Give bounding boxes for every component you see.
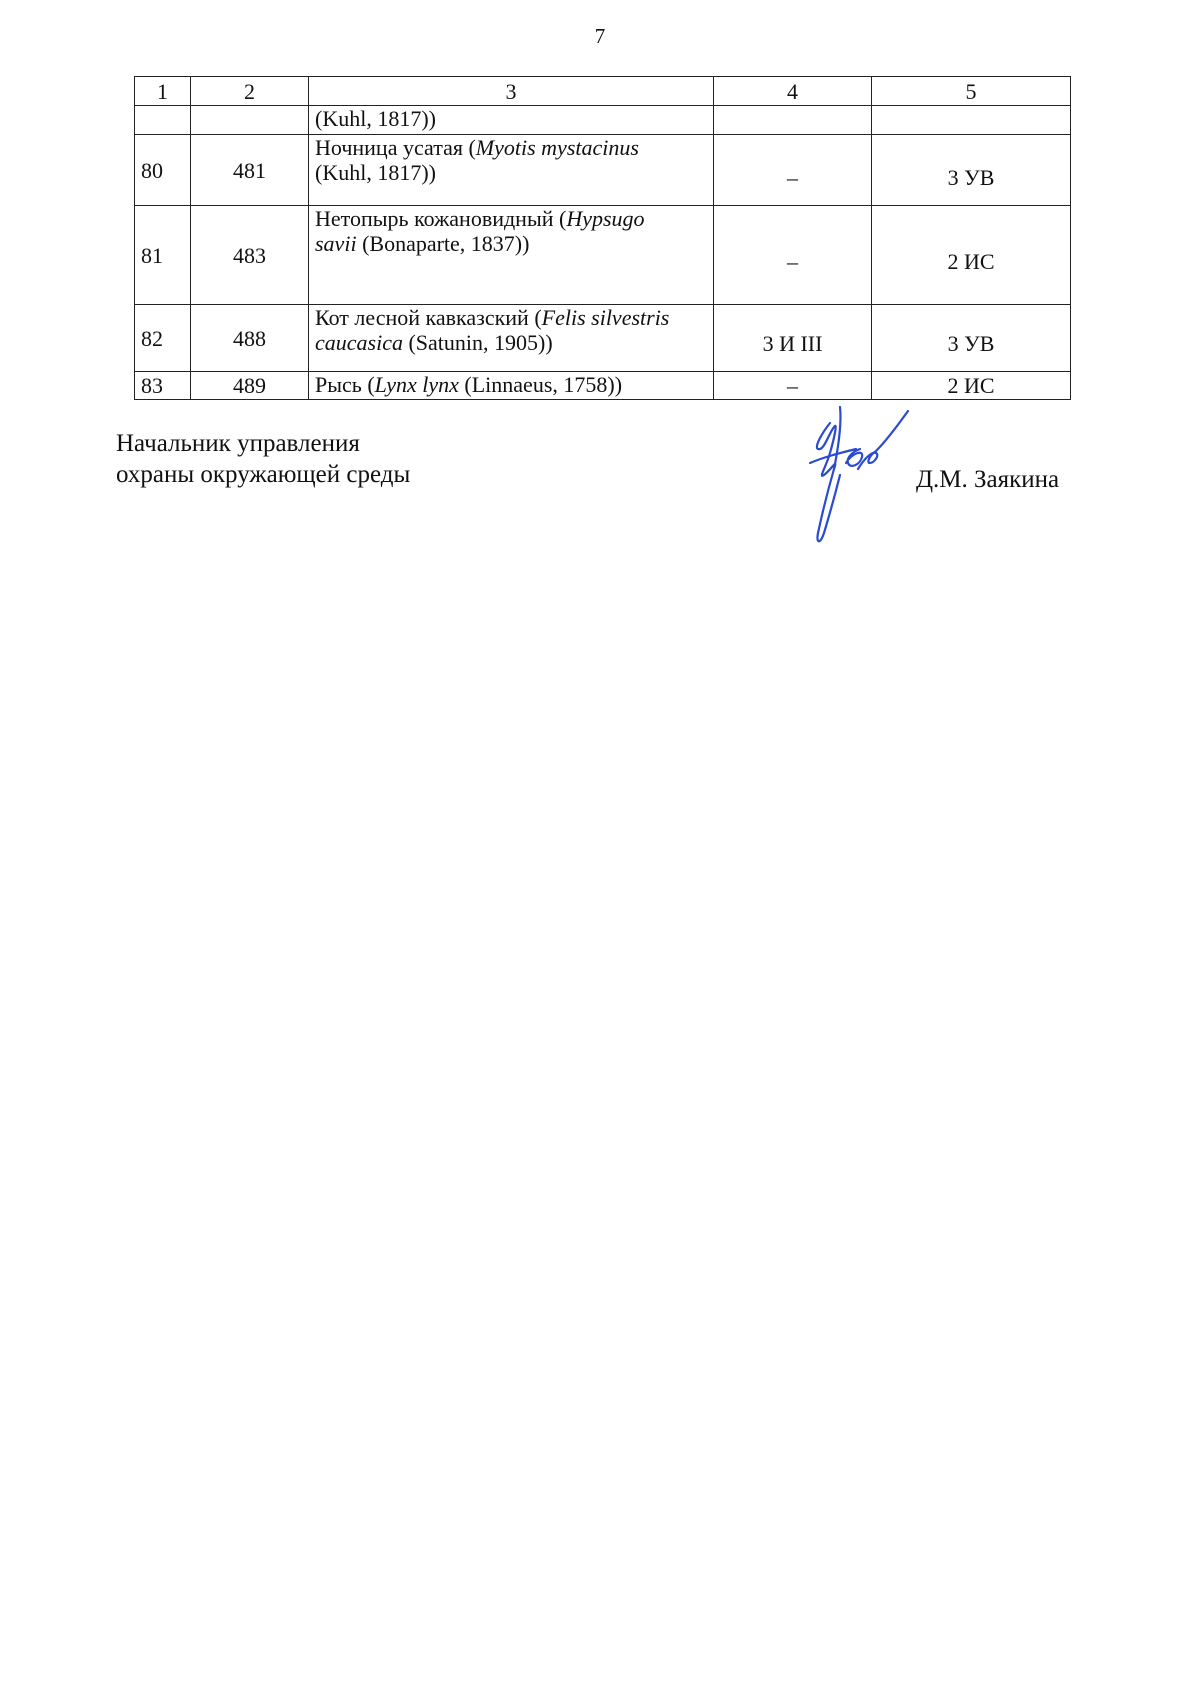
column-header-1: 1 (135, 77, 191, 106)
species-latin-epithet: savii (315, 231, 357, 256)
species-latin-name: Felis silvestris (541, 305, 670, 330)
cell-code: 488 (191, 305, 309, 372)
table-row (135, 135, 1071, 206)
page-number: 7 (594, 24, 606, 48)
species-common-name: Кот лесной кавказский ( (315, 305, 542, 330)
cell-species-name (309, 305, 714, 372)
cell-species-name (309, 135, 714, 206)
handwritten-signature (790, 405, 930, 555)
column-header-4: 4 (714, 77, 872, 106)
cell-status-4: – (714, 206, 872, 305)
cell-status-5: 2 ИС (872, 372, 1071, 400)
signer-position (116, 428, 410, 490)
signature-strokes (810, 407, 908, 541)
table-header-row (135, 77, 1071, 106)
cell-code: 483 (191, 206, 309, 305)
position-line-2: охраны окружающей среды (116, 461, 411, 488)
species-author: (Kuhl, 1817)) (315, 106, 436, 131)
species-author: (Kuhl, 1817)) (315, 160, 436, 185)
species-latin-subspecies: caucasica (315, 330, 403, 355)
column-header-2: 2 (191, 77, 309, 106)
column-header-5: 5 (872, 77, 1071, 106)
cell-code: 489 (191, 372, 309, 400)
species-author: (Linnaeus, 1758)) (458, 372, 623, 397)
cell-status-4: 3 И III (714, 305, 872, 372)
cell-status-5: 2 ИС (872, 206, 1071, 305)
species-latin-genus: Hypsugo (566, 206, 645, 231)
column-header-3: 3 (309, 77, 714, 106)
cell-code (191, 106, 309, 135)
cell-status-5: 3 УВ (872, 305, 1071, 372)
species-common-name: Ночница усатая ( (315, 135, 476, 160)
cell-species-name (309, 206, 714, 305)
table-row (135, 305, 1071, 372)
species-latin-name: Lynx lynx (374, 372, 459, 397)
species-latin-name: Myotis mystacinus (475, 135, 639, 160)
cell-status-4: – (714, 135, 872, 206)
cell-number: 80 (135, 135, 191, 206)
cell-species-name (309, 372, 714, 400)
cell-code: 481 (191, 135, 309, 206)
species-author: (Bonaparte, 1837)) (356, 231, 530, 256)
species-common-name: Рысь ( (315, 372, 375, 397)
cell-number: 82 (135, 305, 191, 372)
species-author: (Satunin, 1905)) (402, 330, 553, 355)
table-row (135, 206, 1071, 305)
species-table (134, 76, 1071, 400)
table-row (135, 372, 1071, 400)
cell-number (135, 106, 191, 135)
table-row-continuation (135, 106, 1071, 135)
cell-status-5 (872, 106, 1071, 135)
cell-status-4 (714, 106, 872, 135)
cell-number: 83 (135, 372, 191, 400)
signer-name: Д.М. Заякина (916, 466, 1060, 493)
cell-status-4: – (714, 372, 872, 400)
species-common-name: Нетопырь кожановидный ( (315, 206, 567, 231)
cell-number: 81 (135, 206, 191, 305)
cell-species-name (309, 106, 714, 135)
position-line-1: Начальник управления (116, 430, 360, 457)
cell-status-5: 3 УВ (872, 135, 1071, 206)
